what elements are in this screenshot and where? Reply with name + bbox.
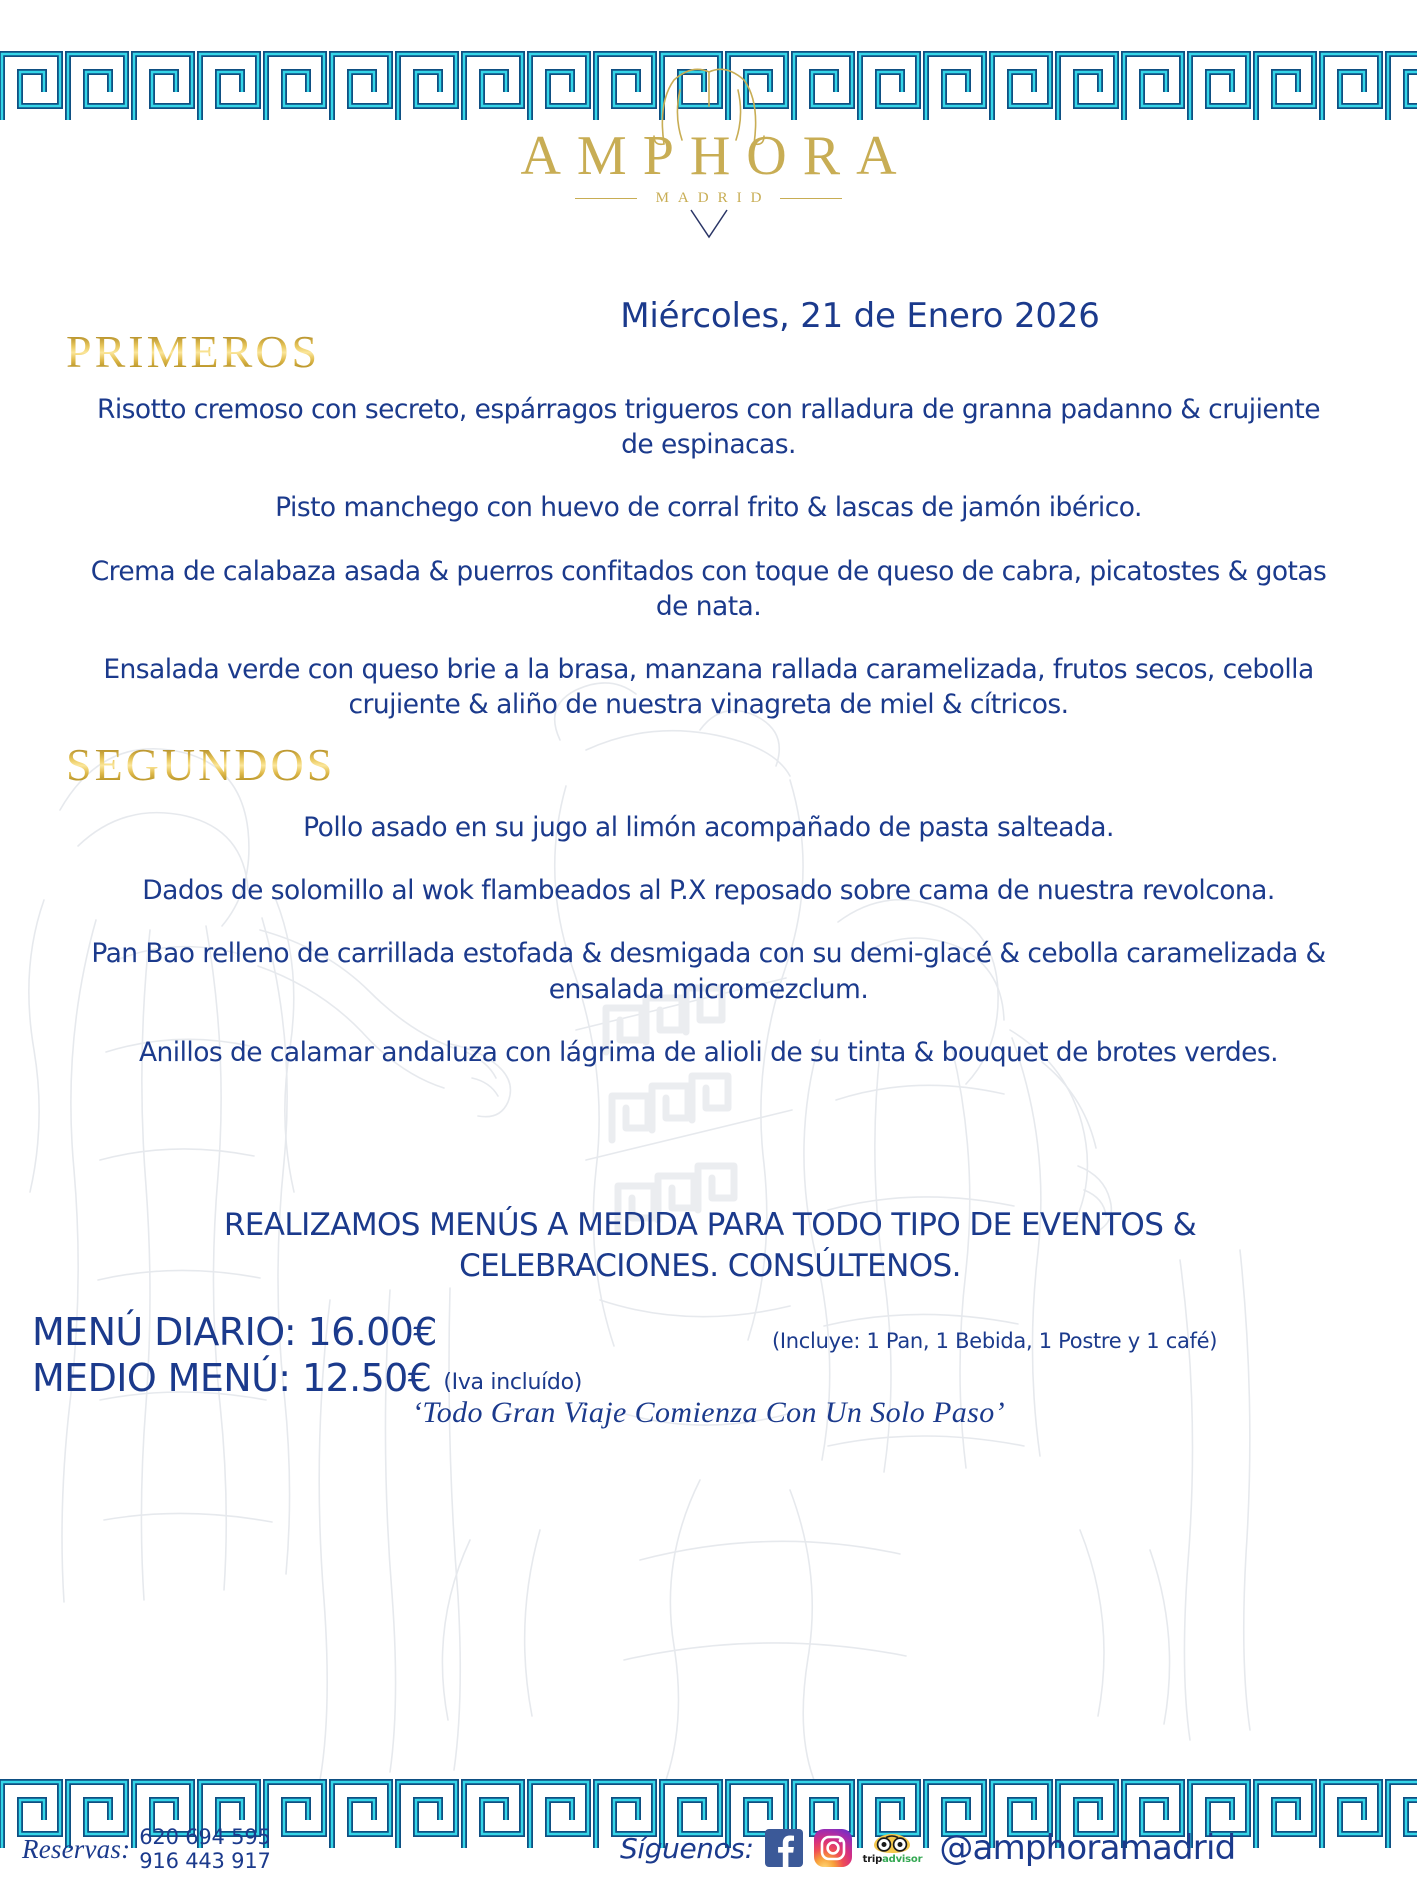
primeros-dish-list [40, 392, 1377, 723]
dish-item: Anillos de calamar andaluza con lágrima de alioli de su tinta & bouquet de brotes verdes. [138, 1036, 1279, 1068]
dish-item: Pan Bao relleno de carrillada estofada & desmigada con su demi-glacé & cebolla caramelizada & ensalada micromezclum. [91, 938, 1326, 1005]
menu-date: Miércoles, 21 de Enero 2026 [620, 296, 1100, 336]
dish-item: Crema de calabaza asada & puerros confitados con toque de queso de cabra, picatostes & gotas de nata. [90, 555, 1327, 622]
section-heading-primeros: PRIMEROS [66, 326, 321, 377]
logo-rule-left [575, 198, 637, 199]
tripadvisor-icon[interactable] [863, 1832, 923, 1865]
tripadvisor-advisor-text: advisor [882, 1853, 923, 1865]
brand-subtitle-row [0, 190, 1417, 207]
social-block [620, 1828, 1235, 1868]
facebook-icon[interactable] [765, 1829, 803, 1867]
tagline: ‘Todo Gran Viaje Comienza Con Un Solo Paso’ [411, 1396, 1006, 1429]
logo-rule-right [780, 198, 842, 199]
brand-logo [0, 125, 1417, 244]
phone-primary[interactable]: 620 694 595 [139, 1825, 271, 1849]
events-notice: REALIZAMOS MENÚS A MEDIDA PARA TODO TIPO DE EVENTOS & CELEBRACIONES. CONSÚLTENOS. [223, 1207, 1197, 1285]
section-heading-segundos: SEGUNDOS [66, 739, 336, 790]
brand-name: AMPHORA [520, 125, 913, 187]
dish-item: Ensalada verde con queso brie a la brasa, manzana rallada caramelizada, frutos secos, cebolla crujiente & aliño de nuestra vinagreta de miel & cítricos. [103, 654, 1314, 721]
reservations-label: Reservas: [22, 1834, 131, 1865]
tripadvisor-trip-text: trip [862, 1853, 883, 1865]
pricing-block [32, 1310, 582, 1401]
logo-v-mark [0, 209, 1417, 244]
instagram-icon[interactable] [814, 1829, 852, 1867]
reservations-block [22, 1826, 271, 1873]
phone-secondary[interactable]: 916 443 917 [139, 1848, 271, 1873]
dish-item: Pollo asado en su jugo al limón acompañado de pasta salteada. [303, 812, 1114, 843]
segundos-dish-list [40, 810, 1377, 1070]
tax-note: (Iva incluído) [443, 1370, 583, 1396]
dish-item: Risotto cremoso con secreto, espárragos trigueros con ralladura de granna padanno & crujiente de espinacas. [96, 394, 1321, 461]
half-menu-price: MEDIO MENÚ: 12.50€ [32, 1355, 432, 1400]
phone-numbers[interactable] [139, 1826, 270, 1873]
dish-item: Pisto manchego con huevo de corral frito & lascas de jamón ibérico. [275, 492, 1142, 524]
daily-menu-price: MENÚ DIARIO: 16.00€ [32, 1310, 437, 1354]
dish-item: Dados de solomillo al wok flambeados al P.X reposado sobre cama de nuestra revolcona. [142, 875, 1275, 907]
includes-note: (Incluye: 1 Pan, 1 Bebida, 1 Postre y 1 café) [772, 1329, 1218, 1353]
brand-subtitle: MADRID [655, 190, 771, 206]
follow-label: Síguenos: [620, 1831, 754, 1865]
social-handle[interactable]: @amphoramadrid [939, 1828, 1236, 1868]
